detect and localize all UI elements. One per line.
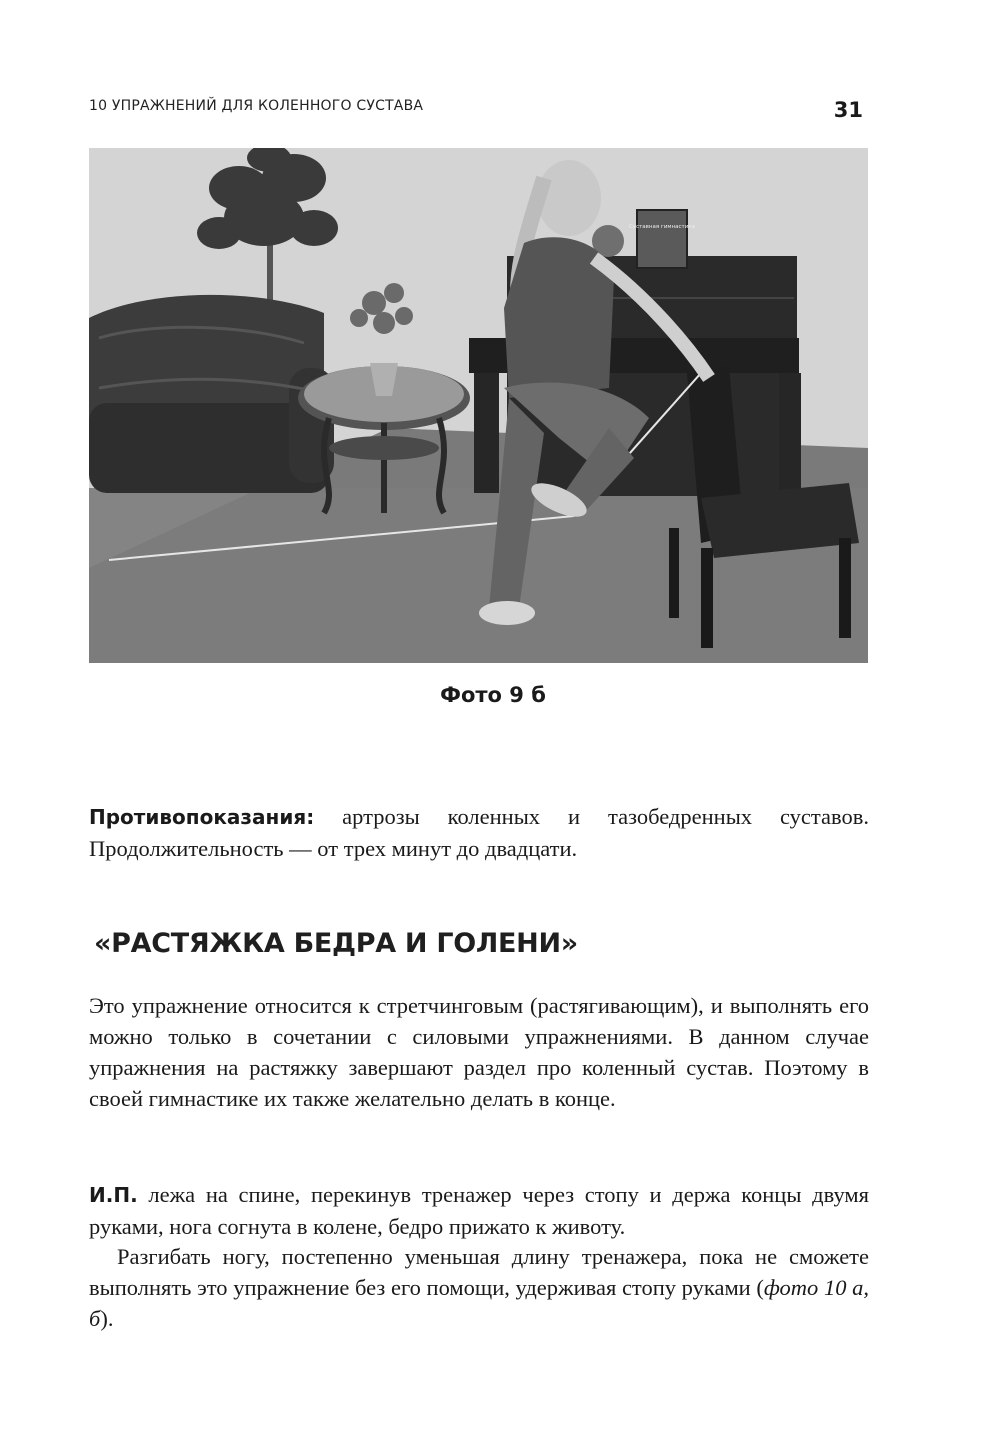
instruction-text: Разгибать ногу, постепенно уменьшая длину тренажера, пока не сможете выполнять это упражнение без его помощи, удерживая стопу руками (: [89, 1244, 869, 1300]
intro-paragraph: Это упражнение относится к стретчинговым (растягивающим), и выполнять его можно только в сочетании с силовыми упражнениями. В данном случае упражнения на растяжку завершают раздел про коленный сустав. Поэтому в своей гимнастике их также желательно делать в конце.: [89, 993, 869, 1111]
running-header: 10 УПРАЖНЕНИЙ ДЛЯ КОЛЕННОГО СУСТАВА: [89, 98, 424, 114]
start-position-paragraph: [89, 1179, 869, 1242]
start-position-text: лежа на спине, перекинув тренажер через стопу и держа концы двумя руками, нога согнута в колене, бедро прижато к животу.: [89, 1182, 869, 1239]
instruction-paragraph: [89, 1241, 869, 1334]
exercise-photo: [89, 148, 868, 663]
start-position-label: И.П.: [89, 1183, 138, 1207]
instruction-end: ).: [100, 1306, 114, 1331]
contraindications-paragraph: [89, 801, 869, 864]
photo-reference: фото 10 а, б: [89, 1275, 869, 1331]
page-number: 31: [833, 98, 863, 122]
section-heading: «РАСТЯЖКА БЕДРА И ГОЛЕНИ»: [94, 928, 578, 959]
figure-caption: Фото 9 б: [440, 683, 546, 707]
book-cover-title: Суставная гимнастика: [628, 224, 696, 230]
contraindications-text: артрозы коленных и тазобедренных суставов. Продолжительность — от трех минут до двадцати.: [89, 804, 869, 861]
contraindications-label: Противопоказания:: [89, 805, 315, 829]
sofa: [89, 295, 334, 493]
